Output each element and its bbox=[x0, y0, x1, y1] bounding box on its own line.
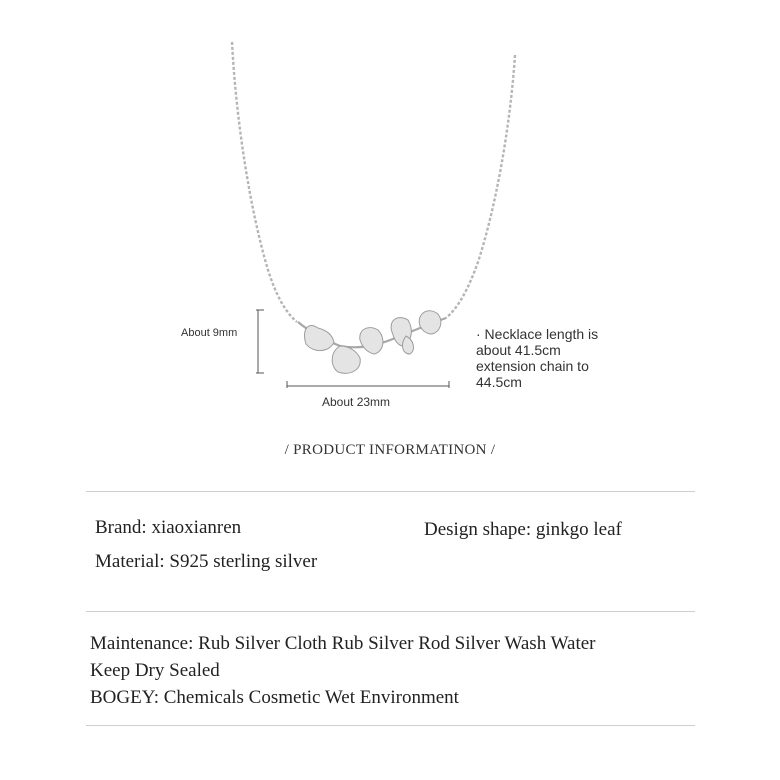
width-dimension-label: About 23mm bbox=[322, 395, 391, 409]
section-title: / PRODUCT INFORMATINON / bbox=[284, 442, 496, 458]
brand-spec: Brand: xiaoxianren bbox=[95, 517, 242, 538]
necklace-length-note bbox=[476, 326, 646, 390]
length-note-line-2: about 41.5cm bbox=[476, 342, 561, 358]
length-note-line-4: 44.5cm bbox=[476, 374, 522, 390]
ginkgo-pendant bbox=[298, 311, 446, 373]
maintenance-line-1: Maintenance: Rub Silver Cloth Rub Silver Rod Silver Wash Water bbox=[90, 633, 596, 654]
maintenance-line-2: Keep Dry Sealed bbox=[90, 660, 220, 681]
design-shape-spec: Design shape: ginkgo leaf bbox=[424, 519, 622, 540]
divider-middle bbox=[86, 611, 695, 612]
chain-left bbox=[232, 42, 297, 322]
height-dimension-bracket bbox=[256, 310, 264, 373]
divider-bottom bbox=[86, 725, 695, 726]
length-note-line-3: extension chain to bbox=[476, 358, 589, 374]
chain-right bbox=[446, 55, 515, 318]
length-note-line-1: · Necklace length is bbox=[476, 326, 599, 342]
divider-top bbox=[86, 491, 695, 492]
material-spec: Material: S925 sterling silver bbox=[95, 551, 318, 572]
height-dimension-label: About 9mm bbox=[181, 327, 238, 339]
bogey-line: BOGEY: Chemicals Cosmetic Wet Environment bbox=[90, 687, 459, 708]
width-dimension-bracket bbox=[287, 381, 449, 388]
